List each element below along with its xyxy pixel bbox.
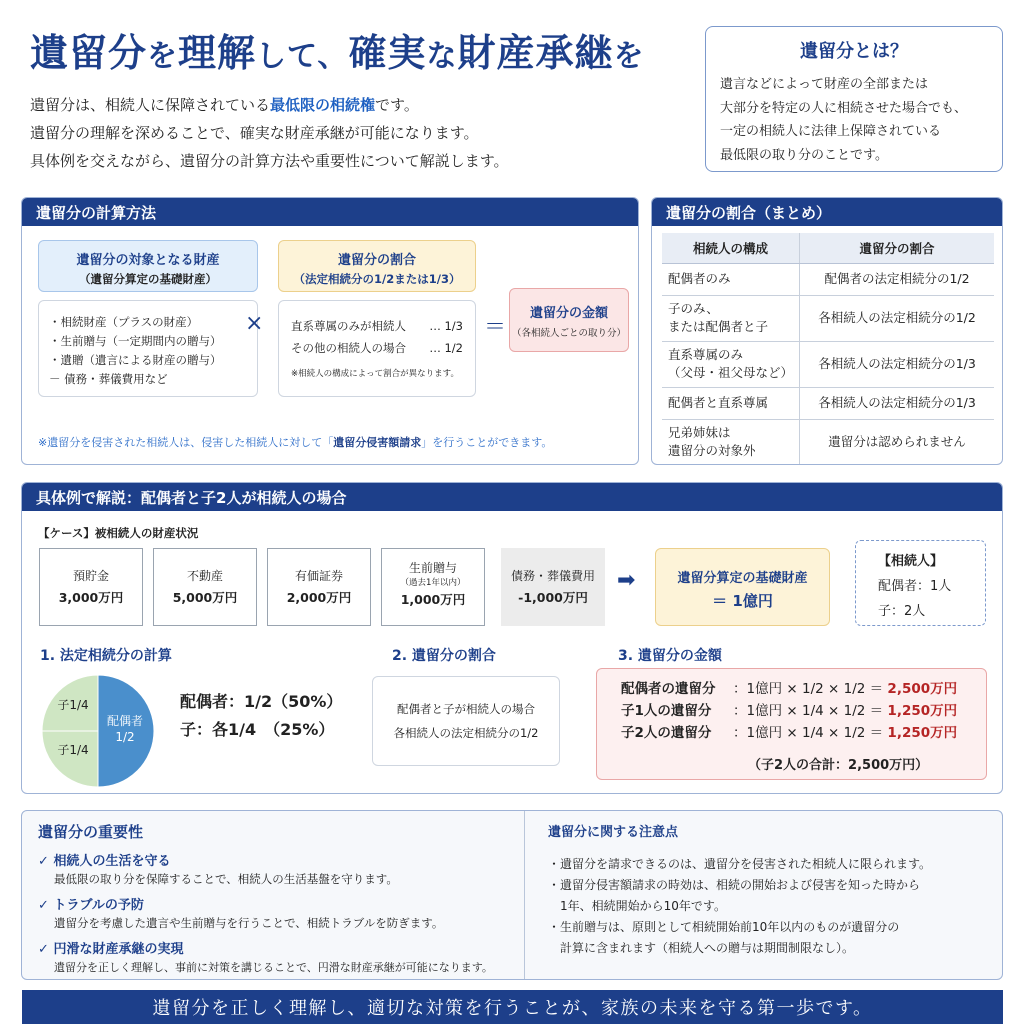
importance-item-title bbox=[38, 938, 493, 957]
bottom-panel bbox=[21, 810, 1003, 980]
cell-text: 兄弟姉妹は bbox=[668, 425, 731, 441]
list-item: ・遺贈（遺言による財産の贈与） bbox=[49, 353, 222, 367]
asset-value: 3,000万円 bbox=[58, 590, 124, 605]
base-property-sub: （遺留分算定の基礎財産） bbox=[79, 272, 217, 286]
step2-title: 2. 遺留分の割合 bbox=[392, 648, 496, 664]
calc-note-text: ※遺留分を侵害された相続人は、侵害した相続人に対して「 bbox=[38, 436, 334, 449]
base-value-title: 遺留分算定の基礎財産 bbox=[677, 571, 808, 586]
importance-title: 遺留分の重要性 bbox=[38, 823, 144, 841]
importance-section bbox=[38, 821, 493, 980]
asset-sub: （過去1年以内） bbox=[400, 578, 466, 588]
note-line: 1年、相続開始から10年です。 bbox=[548, 899, 726, 913]
cell-text: 直系尊属のみ bbox=[668, 347, 744, 362]
table-cell: 配偶者の法定相続分の1/2 bbox=[800, 263, 994, 295]
pie-label: 配偶者 bbox=[106, 714, 144, 728]
asset-box bbox=[267, 548, 371, 626]
check-icon: ✓ bbox=[38, 854, 49, 869]
ratio-note: ※相続人の構成によって割合が異なります。 bbox=[291, 369, 459, 379]
cell-text: または配偶者と子 bbox=[668, 319, 769, 334]
intro-line-2: 遺留分の理解を深めることで、確実な財産承継が可能になります。 bbox=[30, 124, 479, 142]
ratio-sub: （法定相続分の1/2または1/3） bbox=[293, 272, 461, 286]
note-line: ・生前贈与は、原則として相続開始前10年以内のものが遺留分の bbox=[548, 920, 900, 934]
footer-banner: 遺留分を正しく理解し、適切な対策を行うことが、家族の未来を守る第一歩です。 bbox=[22, 990, 1003, 1024]
definition-line: 大部分を特定の人に相続させた場合でも、 bbox=[720, 100, 968, 116]
share-line: 子：各1/4 （25%） bbox=[180, 720, 335, 739]
table-cell: 遺留分は認められません bbox=[800, 419, 994, 465]
divider bbox=[524, 811, 525, 980]
asset-name: 不動産 bbox=[186, 569, 223, 583]
amount-title: 遺留分の金額 bbox=[529, 306, 608, 321]
cell-text: （父母・祖父母など） bbox=[668, 365, 794, 380]
calc-note-highlight: 遺留分侵害額請求 bbox=[333, 436, 422, 449]
intro-line-1 bbox=[30, 94, 419, 115]
ratio-title: 遺留分の割合 bbox=[337, 253, 416, 268]
table-cell bbox=[662, 419, 800, 465]
share-pie-chart bbox=[41, 674, 155, 788]
table-header-row bbox=[662, 233, 994, 263]
notes-section bbox=[548, 821, 931, 959]
ratio-list bbox=[278, 300, 476, 397]
ratio-line-label: その他の相続人の場合 bbox=[291, 341, 406, 355]
calc-result: 1,250万円 bbox=[887, 703, 958, 719]
calc-formula: ：1億円 × 1/2 × 1/2 ＝ bbox=[733, 681, 888, 697]
share-line: 配偶者：1/2（50%） bbox=[180, 692, 343, 711]
note-line: ・遺留分侵害額請求の時効は、相続の開始および侵害を知った時から bbox=[548, 878, 921, 892]
ratio-summary-title: 遺留分の割合（まとめ） bbox=[652, 198, 1002, 226]
title-part: 理解 bbox=[178, 31, 257, 75]
title-part: 確実 bbox=[348, 31, 427, 75]
table-cell: 各相続人の法定相続分の1/3 bbox=[800, 387, 994, 419]
calc-formula: ：1億円 × 1/4 × 1/2 ＝ bbox=[733, 703, 888, 719]
definition-line: 一定の相続人に法律上保障されている bbox=[720, 124, 942, 139]
table-header-cell: 遺留分の割合 bbox=[800, 233, 994, 263]
calc-label: 子1人の遺留分 bbox=[621, 703, 712, 719]
calc-note bbox=[38, 434, 552, 450]
asset-name: 預貯金 bbox=[72, 569, 109, 583]
intro-text: です。 bbox=[375, 96, 419, 114]
check-icon: ✓ bbox=[38, 942, 49, 957]
calc-method-panel bbox=[21, 197, 639, 465]
base-property-header bbox=[38, 240, 258, 292]
ratio-header bbox=[278, 240, 476, 292]
example-title: 具体例で解説：配偶者と子2人が相続人の場合 bbox=[22, 483, 1002, 511]
calc-label: 子2人の遺留分 bbox=[621, 725, 712, 741]
amount-sub: （各相続人ごとの取り分） bbox=[511, 328, 626, 339]
definition-line: 最低限の取り分のことです。 bbox=[720, 147, 888, 163]
multiply-icon: × bbox=[245, 311, 264, 336]
cell-text: 配偶者のみ bbox=[668, 271, 731, 286]
asset-value: -1,000万円 bbox=[518, 590, 588, 605]
step3-title: 3. 遺留分の金額 bbox=[618, 648, 722, 664]
list-item: ・相続財産（プラスの財産） bbox=[49, 315, 199, 329]
calc-line bbox=[621, 721, 986, 743]
table-row bbox=[662, 295, 994, 341]
importance-item-desc: 遺留分を考慮した遺言や生前贈与を行うことで、相続トラブルを防ぎます。 bbox=[54, 916, 444, 930]
calc-line bbox=[621, 699, 986, 721]
calc-formula: ：1億円 × 1/4 × 1/2 ＝ bbox=[733, 725, 888, 741]
note-line: ・遺留分を請求できるのは、遺留分を侵害された相続人に限られます。 bbox=[548, 857, 932, 871]
ratio-line bbox=[291, 315, 463, 337]
asset-name: 債務・葬儀費用 bbox=[510, 569, 595, 583]
table-cell bbox=[662, 387, 800, 419]
arrow-right-icon: ➡ bbox=[617, 568, 636, 593]
title-part: して、 bbox=[256, 39, 349, 74]
intro-highlight: 最低限の相続権 bbox=[270, 96, 376, 114]
ratio-table bbox=[662, 233, 994, 465]
ratio-line-label: 直系尊属のみが相続人 bbox=[291, 319, 406, 333]
table-cell bbox=[662, 263, 800, 295]
base-property-title: 遺留分の対象となる財産 bbox=[76, 253, 220, 268]
ratio-line-value: … 1/2 bbox=[429, 341, 463, 355]
importance-item-label: トラブルの予防 bbox=[53, 898, 144, 913]
ratio-line-value: … 1/3 bbox=[429, 319, 463, 333]
table-cell bbox=[662, 295, 800, 341]
asset-value: 5,000万円 bbox=[172, 590, 238, 605]
asset-box bbox=[381, 548, 485, 626]
base-value: ＝ 1億円 bbox=[712, 592, 773, 610]
case-label: 【ケース】被相続人の財産状況 bbox=[38, 526, 199, 540]
asset-value: 1,000万円 bbox=[400, 592, 466, 607]
table-cell: 各相続人の法定相続分の1/2 bbox=[800, 295, 994, 341]
step3-box bbox=[596, 668, 987, 780]
heirs-box bbox=[855, 540, 986, 626]
pie-label: 子1/4 bbox=[57, 743, 89, 757]
cell-text: 遺留分の対象外 bbox=[668, 443, 756, 459]
base-value-box bbox=[655, 548, 830, 626]
pie-label: 子1/4 bbox=[57, 698, 89, 712]
ratio-summary-panel bbox=[651, 197, 1003, 465]
calc-line bbox=[621, 677, 986, 699]
definition-line: 遺言などによって財産の全部または bbox=[720, 77, 929, 92]
ratio-line bbox=[291, 337, 463, 359]
asset-box bbox=[501, 548, 605, 626]
calc-result: 1,250万円 bbox=[887, 725, 958, 741]
title-part: を bbox=[147, 39, 179, 74]
title-part: 遺留分 bbox=[30, 31, 148, 75]
heirs-line: 配偶者：1人 bbox=[878, 579, 952, 594]
share-list bbox=[180, 688, 342, 744]
importance-item-title bbox=[38, 894, 493, 913]
asset-box bbox=[39, 548, 143, 626]
step2-line: 各相続人の法定相続分の1/2 bbox=[393, 726, 539, 740]
page-title bbox=[30, 22, 644, 77]
pie-slice bbox=[42, 731, 98, 787]
asset-name: 有価証券 bbox=[294, 569, 343, 583]
title-part: 財産承継 bbox=[457, 31, 614, 75]
table-cell bbox=[662, 341, 800, 387]
heirs-title: 【相続人】 bbox=[878, 554, 944, 569]
table-row bbox=[662, 419, 994, 465]
table-row bbox=[662, 341, 994, 387]
asset-name: 生前贈与 bbox=[408, 561, 457, 575]
check-icon: ✓ bbox=[38, 898, 49, 913]
table-row bbox=[662, 387, 994, 419]
base-property-list bbox=[38, 300, 258, 397]
calc-note-text: 」を行うことができます。 bbox=[421, 436, 553, 449]
definition-title: 遺留分とは？ bbox=[800, 41, 908, 62]
heirs-line: 子：2人 bbox=[878, 604, 926, 619]
importance-item-title bbox=[38, 850, 493, 869]
importance-item-label: 円滑な財産承継の実現 bbox=[53, 942, 184, 957]
definition-box bbox=[705, 26, 1003, 172]
table-cell: 各相続人の法定相続分の1/3 bbox=[800, 341, 994, 387]
table-header-cell: 相続人の構成 bbox=[662, 233, 800, 263]
step1-title: 1. 法定相続分の計算 bbox=[40, 648, 172, 664]
calc-total: （子2人の合計：2,500万円） bbox=[748, 758, 929, 773]
step2-line: 配偶者と子が相続人の場合 bbox=[397, 702, 535, 716]
amount-box bbox=[509, 288, 629, 352]
title-part: な bbox=[426, 39, 458, 74]
importance-item-desc: 最低限の取り分を保障することで、相続人の生活基盤を守ります。 bbox=[54, 872, 398, 886]
cell-text: 配偶者と直系尊属 bbox=[668, 395, 769, 410]
notes-title: 遺留分に関する注意点 bbox=[548, 825, 679, 840]
asset-box bbox=[153, 548, 257, 626]
calc-result: 2,500万円 bbox=[887, 681, 958, 697]
title-part: を bbox=[613, 39, 645, 74]
intro-text: 遺留分は、相続人に保障されている bbox=[30, 96, 271, 114]
pie-label: 1/2 bbox=[115, 730, 135, 744]
calc-label: 配偶者の遺留分 bbox=[621, 681, 716, 697]
table-row bbox=[662, 263, 994, 295]
note-line: 計算に含まれます（相続人への贈与は期間制限なし）。 bbox=[548, 941, 855, 955]
list-item: ・生前贈与（一定期間内の贈与） bbox=[49, 334, 222, 348]
step2-box bbox=[372, 676, 560, 766]
cell-text: 子のみ、 bbox=[668, 301, 719, 316]
asset-value: 2,000万円 bbox=[286, 590, 352, 605]
importance-item-desc: 遺留分を正しく理解し、事前に対策を講じることで、円滑な財産承継が可能になります。 bbox=[54, 961, 493, 974]
calc-method-title: 遺留分の計算方法 bbox=[22, 198, 638, 226]
list-item: － 債務・葬儀費用など bbox=[49, 372, 168, 386]
importance-item-label: 相続人の生活を守る bbox=[53, 854, 171, 869]
intro-line-3: 具体例を交えながら、遺留分の計算方法や重要性について解説します。 bbox=[30, 152, 509, 170]
equals-icon: ＝ bbox=[484, 315, 507, 340]
